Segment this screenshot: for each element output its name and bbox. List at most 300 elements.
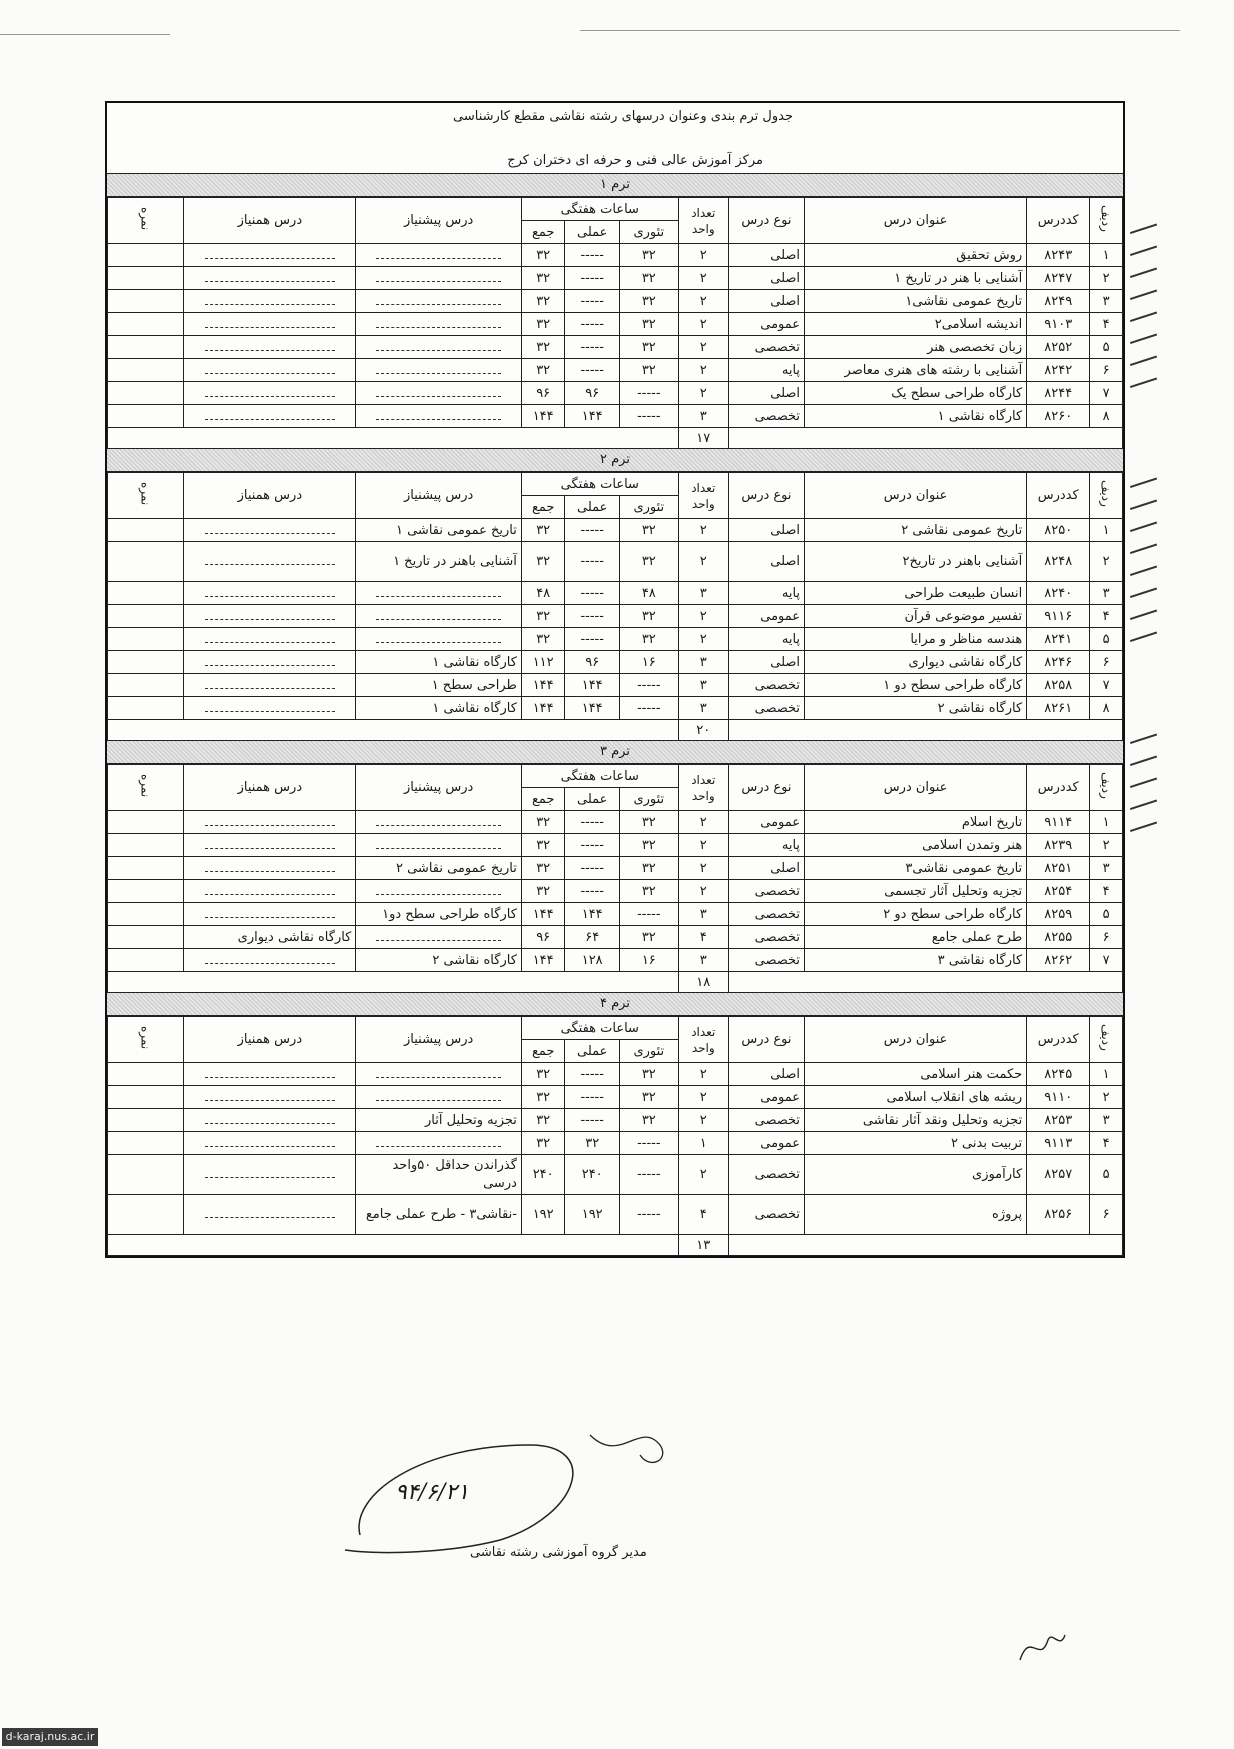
table-row	[108, 1195, 1123, 1235]
empty-dash	[205, 911, 335, 918]
course-practical-hours: -----	[565, 1109, 619, 1132]
course-grade	[108, 834, 184, 857]
empty-dash	[205, 1094, 335, 1101]
course-grade	[108, 1109, 184, 1132]
row-number: ۳	[1090, 582, 1123, 605]
course-practical-hours: -----	[565, 244, 619, 267]
empty-dash	[376, 613, 501, 620]
col-header-name: عنوان درس	[805, 1017, 1027, 1063]
course-grade	[108, 336, 184, 359]
course-coreq	[184, 244, 356, 267]
empty-dash	[205, 957, 335, 964]
course-total-hours: ۳۲	[521, 290, 565, 313]
col-header-units: تعداد واحد	[678, 765, 728, 811]
table-row	[108, 519, 1123, 542]
course-grade	[108, 1063, 184, 1086]
course-units: ۳	[678, 903, 728, 926]
course-theory-hours: ۳۲	[619, 290, 678, 313]
course-code: ۸۲۵۲	[1027, 336, 1090, 359]
course-theory-hours: -----	[619, 405, 678, 428]
check-mark	[1127, 302, 1157, 322]
row-number: ۸	[1090, 697, 1123, 720]
check-mark	[1127, 578, 1157, 598]
course-total-hours: ۳۲	[521, 1132, 565, 1155]
course-theory-hours: ۳۲	[619, 926, 678, 949]
course-code: ۸۲۴۵	[1027, 1063, 1090, 1086]
table-row	[108, 382, 1123, 405]
course-coreq	[184, 857, 356, 880]
course-prereq	[356, 1132, 522, 1155]
document-subtitle: مرکز آموزش عالی فنی و حرفه ای دختران کرج	[507, 153, 763, 168]
total-spacer	[108, 1235, 679, 1256]
course-coreq	[184, 1109, 356, 1132]
course-prereq: گذراندن حداقل ۵۰واحد درسی	[356, 1155, 522, 1195]
col-header-prereq: درس پیشنیاز	[356, 765, 522, 811]
course-grade	[108, 290, 184, 313]
table-row	[108, 1132, 1123, 1155]
check-mark	[1127, 812, 1157, 832]
course-theory-hours: ۴۸	[619, 582, 678, 605]
row-number: ۷	[1090, 949, 1123, 972]
col-header-units: تعداد واحد	[678, 1017, 728, 1063]
course-code: ۸۲۴۴	[1027, 382, 1090, 405]
check-mark	[1127, 534, 1157, 554]
course-grade	[108, 903, 184, 926]
total-spacer	[728, 720, 1122, 741]
col-header-theory: تئوری	[619, 788, 678, 811]
course-theory-hours: ۳۲	[619, 880, 678, 903]
row-number: ۶	[1090, 926, 1123, 949]
course-total-hours: ۳۲	[521, 542, 565, 582]
course-practical-hours: ۹۶	[565, 651, 619, 674]
course-prereq: کارگاه نقاشی ۱	[356, 697, 522, 720]
total-spacer	[108, 720, 679, 741]
check-mark	[1127, 346, 1157, 366]
course-theory-hours: ۳۲	[619, 1063, 678, 1086]
course-coreq	[184, 834, 356, 857]
course-practical-hours: -----	[565, 582, 619, 605]
course-practical-hours: -----	[565, 834, 619, 857]
course-theory-hours: -----	[619, 1195, 678, 1235]
course-theory-hours: ۳۲	[619, 1086, 678, 1109]
col-header-row-label: ردیف	[1099, 1024, 1114, 1051]
course-prereq	[356, 628, 522, 651]
row-number: ۷	[1090, 382, 1123, 405]
table-row	[108, 582, 1123, 605]
course-units: ۲	[678, 290, 728, 313]
col-header-row	[1090, 765, 1123, 811]
course-type: پایه	[728, 582, 804, 605]
check-mark	[1127, 468, 1157, 488]
col-header-row-label: ردیف	[1099, 480, 1114, 507]
empty-dash	[205, 344, 335, 351]
course-units: ۳	[678, 405, 728, 428]
course-type: اصلی	[728, 857, 804, 880]
course-code: ۹۱۱۴	[1027, 811, 1090, 834]
col-header-type: نوع درس	[728, 1017, 804, 1063]
course-code: ۸۲۶۱	[1027, 697, 1090, 720]
row-number: ۵	[1090, 1155, 1123, 1195]
course-type: تخصصی	[728, 1195, 804, 1235]
course-grade	[108, 880, 184, 903]
course-total-hours: ۹۶	[521, 926, 565, 949]
course-name: تفسیر موضوعی قرآن	[805, 605, 1027, 628]
course-prereq	[356, 405, 522, 428]
course-name: کارآموزی	[805, 1155, 1027, 1195]
col-header-type: نوع درس	[728, 473, 804, 519]
col-header-practical: عملی	[565, 496, 619, 519]
signature-area	[340, 1425, 720, 1565]
course-name: تاریخ اسلام	[805, 811, 1027, 834]
course-grade	[108, 313, 184, 336]
table-row	[108, 267, 1123, 290]
course-grade	[108, 519, 184, 542]
total-spacer	[108, 972, 679, 993]
course-units: ۳	[678, 697, 728, 720]
course-theory-hours: ۳۲	[619, 359, 678, 382]
course-type: اصلی	[728, 382, 804, 405]
col-header-units: تعداد واحد	[678, 198, 728, 244]
course-name: کارگاه طراحی سطح دو ۱	[805, 674, 1027, 697]
col-header-grade-label: نمره	[138, 206, 153, 231]
course-practical-hours: -----	[565, 857, 619, 880]
course-practical-hours: -----	[565, 313, 619, 336]
row-number: ۲	[1090, 542, 1123, 582]
course-type: تخصصی	[728, 949, 804, 972]
check-mark	[1127, 556, 1157, 576]
course-practical-hours: ۱۴۴	[565, 405, 619, 428]
course-units: ۲	[678, 244, 728, 267]
term-band: ترم ۴	[107, 993, 1123, 1016]
col-header-code: کددرس	[1027, 198, 1090, 244]
course-theory-hours: ۳۲	[619, 834, 678, 857]
table-row	[108, 244, 1123, 267]
course-coreq	[184, 903, 356, 926]
empty-dash	[205, 636, 335, 643]
course-practical-hours: ۳۲	[565, 1132, 619, 1155]
course-units: ۳	[678, 651, 728, 674]
col-header-practical: عملی	[565, 788, 619, 811]
course-units: ۲	[678, 519, 728, 542]
course-prereq: آشنایی باهنر در تاریخ ۱	[356, 542, 522, 582]
course-grade	[108, 628, 184, 651]
course-total-hours: ۲۴۰	[521, 1155, 565, 1195]
course-coreq	[184, 880, 356, 903]
term-total-units: ۱۳	[678, 1235, 728, 1256]
course-coreq	[184, 1086, 356, 1109]
course-prereq	[356, 834, 522, 857]
course-coreq	[184, 1155, 356, 1195]
col-header-type: نوع درس	[728, 198, 804, 244]
table-row	[108, 949, 1123, 972]
table-row	[108, 359, 1123, 382]
course-code: ۹۱۱۰	[1027, 1086, 1090, 1109]
term-total-units: ۱۸	[678, 972, 728, 993]
course-units: ۲	[678, 1086, 728, 1109]
table-row	[108, 651, 1123, 674]
course-code: ۹۱۰۳	[1027, 313, 1090, 336]
check-mark	[1127, 368, 1157, 388]
term-total-row	[108, 1235, 1123, 1256]
empty-dash	[376, 390, 501, 397]
course-code: ۸۲۵۸	[1027, 674, 1090, 697]
col-header-grade	[108, 473, 184, 519]
course-practical-hours: ۱۴۴	[565, 674, 619, 697]
course-name: هنر وتمدن اسلامی	[805, 834, 1027, 857]
course-type: اصلی	[728, 519, 804, 542]
course-theory-hours: -----	[619, 674, 678, 697]
col-header-type: نوع درس	[728, 765, 804, 811]
col-header-weekly-hours: ساعات هفتگی	[521, 198, 678, 221]
course-name: تاریخ عمومی نقاشی۳	[805, 857, 1027, 880]
col-header-grade-label: نمره	[138, 1025, 153, 1050]
col-header-code: کددرس	[1027, 473, 1090, 519]
course-name: آشنایی با هنر در تاریخ ۱	[805, 267, 1027, 290]
empty-dash	[376, 1140, 501, 1147]
course-practical-hours: ۹۶	[565, 382, 619, 405]
empty-dash	[376, 413, 501, 420]
course-coreq	[184, 949, 356, 972]
course-units: ۲	[678, 542, 728, 582]
course-prereq	[356, 1086, 522, 1109]
check-mark	[1127, 258, 1157, 278]
table-row	[108, 605, 1123, 628]
col-header-grade	[108, 198, 184, 244]
course-total-hours: ۳۲	[521, 1086, 565, 1109]
course-grade	[108, 926, 184, 949]
col-header-row-label: ردیف	[1099, 205, 1114, 232]
course-code: ۸۲۵۷	[1027, 1155, 1090, 1195]
course-grade	[108, 382, 184, 405]
col-header-grade-label: نمره	[138, 481, 153, 506]
row-number: ۴	[1090, 605, 1123, 628]
initials-scribble	[1010, 1620, 1070, 1670]
course-theory-hours: ۳۲	[619, 628, 678, 651]
course-code: ۸۲۵۶	[1027, 1195, 1090, 1235]
course-grade	[108, 542, 184, 582]
table-row	[108, 290, 1123, 313]
check-mark	[1127, 324, 1157, 344]
table-row	[108, 880, 1123, 903]
course-practical-hours: ۱۴۴	[565, 903, 619, 926]
course-type: اصلی	[728, 244, 804, 267]
course-type: تخصصی	[728, 405, 804, 428]
empty-dash	[376, 934, 501, 941]
table-row	[108, 674, 1123, 697]
course-type: پایه	[728, 834, 804, 857]
course-practical-hours: -----	[565, 267, 619, 290]
course-units: ۳	[678, 674, 728, 697]
empty-dash	[376, 252, 501, 259]
course-name: آشنایی باهنر در تاریخ۲	[805, 542, 1027, 582]
term-total-row	[108, 972, 1123, 993]
course-code: ۸۲۵۰	[1027, 519, 1090, 542]
term-total-row	[108, 428, 1123, 449]
col-header-code: کددرس	[1027, 765, 1090, 811]
course-name: کارگاه طراحی سطح یک	[805, 382, 1027, 405]
empty-dash	[205, 1140, 335, 1147]
course-practical-hours: -----	[565, 519, 619, 542]
course-total-hours: ۴۸	[521, 582, 565, 605]
course-coreq	[184, 651, 356, 674]
course-name: کارگاه نقاشی ۱	[805, 405, 1027, 428]
course-prereq: طراحی سطح ۱	[356, 674, 522, 697]
row-number: ۱	[1090, 811, 1123, 834]
col-header-row	[1090, 1017, 1123, 1063]
empty-dash	[205, 819, 335, 826]
empty-dash	[376, 636, 501, 643]
course-type: عمومی	[728, 1132, 804, 1155]
course-units: ۲	[678, 834, 728, 857]
course-prereq: کارگاه نقاشی ۲	[356, 949, 522, 972]
row-number: ۱	[1090, 244, 1123, 267]
course-theory-hours: ۳۲	[619, 267, 678, 290]
signature-date: ۹۴/۶/۲۱	[395, 1480, 469, 1505]
term-band: ترم ۱	[107, 174, 1123, 197]
empty-dash	[205, 558, 335, 565]
course-code: ۸۲۶۰	[1027, 405, 1090, 428]
col-header-name: عنوان درس	[805, 473, 1027, 519]
course-units: ۲	[678, 267, 728, 290]
table-row	[108, 1109, 1123, 1132]
course-prereq	[356, 811, 522, 834]
row-number: ۵	[1090, 903, 1123, 926]
terms-container	[107, 174, 1123, 1256]
course-name: کارگاه نقاشی دیواری	[805, 651, 1027, 674]
total-spacer	[728, 428, 1122, 449]
course-practical-hours: ۲۴۰	[565, 1155, 619, 1195]
course-theory-hours: ۱۶	[619, 651, 678, 674]
course-coreq	[184, 336, 356, 359]
row-number: ۸	[1090, 405, 1123, 428]
course-coreq	[184, 1132, 356, 1155]
course-units: ۲	[678, 313, 728, 336]
empty-dash	[205, 527, 335, 534]
course-coreq	[184, 405, 356, 428]
course-coreq	[184, 582, 356, 605]
course-units: ۲	[678, 382, 728, 405]
course-coreq	[184, 359, 356, 382]
course-practical-hours: -----	[565, 336, 619, 359]
term-table	[107, 472, 1123, 741]
col-header-total: جمع	[521, 1040, 565, 1063]
course-name: تجزیه وتحلیل آثار تجسمی	[805, 880, 1027, 903]
course-coreq	[184, 628, 356, 651]
course-units: ۲	[678, 880, 728, 903]
course-practical-hours: ۱۲۸	[565, 949, 619, 972]
course-grade	[108, 582, 184, 605]
course-units: ۲	[678, 1155, 728, 1195]
course-total-hours: ۳۲	[521, 628, 565, 651]
course-practical-hours: -----	[565, 880, 619, 903]
course-type: تخصصی	[728, 926, 804, 949]
row-number: ۷	[1090, 674, 1123, 697]
row-number: ۶	[1090, 359, 1123, 382]
course-units: ۴	[678, 1195, 728, 1235]
empty-dash	[205, 390, 335, 397]
course-practical-hours: -----	[565, 1063, 619, 1086]
empty-dash	[376, 1071, 501, 1078]
col-header-total: جمع	[521, 496, 565, 519]
course-total-hours: ۳۲	[521, 244, 565, 267]
course-type: تخصصی	[728, 674, 804, 697]
empty-dash	[205, 842, 335, 849]
empty-dash	[205, 613, 335, 620]
course-name: روش تحقیق	[805, 244, 1027, 267]
course-type: اصلی	[728, 290, 804, 313]
course-prereq	[356, 880, 522, 903]
term-band: ترم ۳	[107, 741, 1123, 764]
row-number: ۶	[1090, 1195, 1123, 1235]
course-type: تخصصی	[728, 1155, 804, 1195]
row-number: ۳	[1090, 290, 1123, 313]
footer-url[interactable]: d-karaj.nus.ac.ir	[2, 1728, 98, 1746]
term-table	[107, 197, 1123, 449]
course-type: اصلی	[728, 267, 804, 290]
course-prereq	[356, 313, 522, 336]
table-row	[108, 1155, 1123, 1195]
check-mark	[1127, 490, 1157, 510]
check-mark	[1127, 600, 1157, 620]
term-table	[107, 1016, 1123, 1256]
course-theory-hours: ۳۲	[619, 313, 678, 336]
empty-dash	[205, 367, 335, 374]
course-coreq	[184, 1195, 356, 1235]
total-spacer	[108, 428, 679, 449]
table-row	[108, 336, 1123, 359]
course-units: ۲	[678, 811, 728, 834]
course-type: اصلی	[728, 651, 804, 674]
course-total-hours: ۳۲	[521, 267, 565, 290]
table-row	[108, 542, 1123, 582]
empty-dash	[205, 659, 335, 666]
course-total-hours: ۳۲	[521, 880, 565, 903]
course-units: ۲	[678, 359, 728, 382]
course-grade	[108, 1132, 184, 1155]
course-total-hours: ۱۴۴	[521, 697, 565, 720]
course-code: ۸۲۵۱	[1027, 857, 1090, 880]
course-name: تاریخ عمومی نقاشی ۲	[805, 519, 1027, 542]
course-code: ۸۲۴۸	[1027, 542, 1090, 582]
course-code: ۸۲۴۷	[1027, 267, 1090, 290]
course-type: عمومی	[728, 1086, 804, 1109]
table-row	[108, 903, 1123, 926]
course-name: کارگاه نقاشی ۳	[805, 949, 1027, 972]
scan-mark	[0, 34, 170, 35]
col-header-coreq: درس همنیاز	[184, 1017, 356, 1063]
row-number: ۵	[1090, 628, 1123, 651]
course-coreq	[184, 313, 356, 336]
col-header-row	[1090, 473, 1123, 519]
course-coreq: کارگاه نقاشی دیواری	[184, 926, 356, 949]
course-grade	[108, 674, 184, 697]
course-total-hours: ۳۲	[521, 1109, 565, 1132]
term-table	[107, 764, 1123, 993]
check-mark	[1127, 790, 1157, 810]
course-code: ۹۱۱۶	[1027, 605, 1090, 628]
course-theory-hours: ۳۲	[619, 336, 678, 359]
col-header-practical: عملی	[565, 1040, 619, 1063]
course-practical-hours: ۱۴۴	[565, 697, 619, 720]
row-number: ۱	[1090, 519, 1123, 542]
signature-label: مدیر گروه آموزشی رشته نقاشی	[470, 1545, 647, 1560]
col-header-grade-label: نمره	[138, 773, 153, 798]
course-units: ۲	[678, 336, 728, 359]
course-name: هندسه مناظر و مرایا	[805, 628, 1027, 651]
table-row	[108, 313, 1123, 336]
course-total-hours: ۳۲	[521, 336, 565, 359]
empty-dash	[205, 1171, 335, 1178]
